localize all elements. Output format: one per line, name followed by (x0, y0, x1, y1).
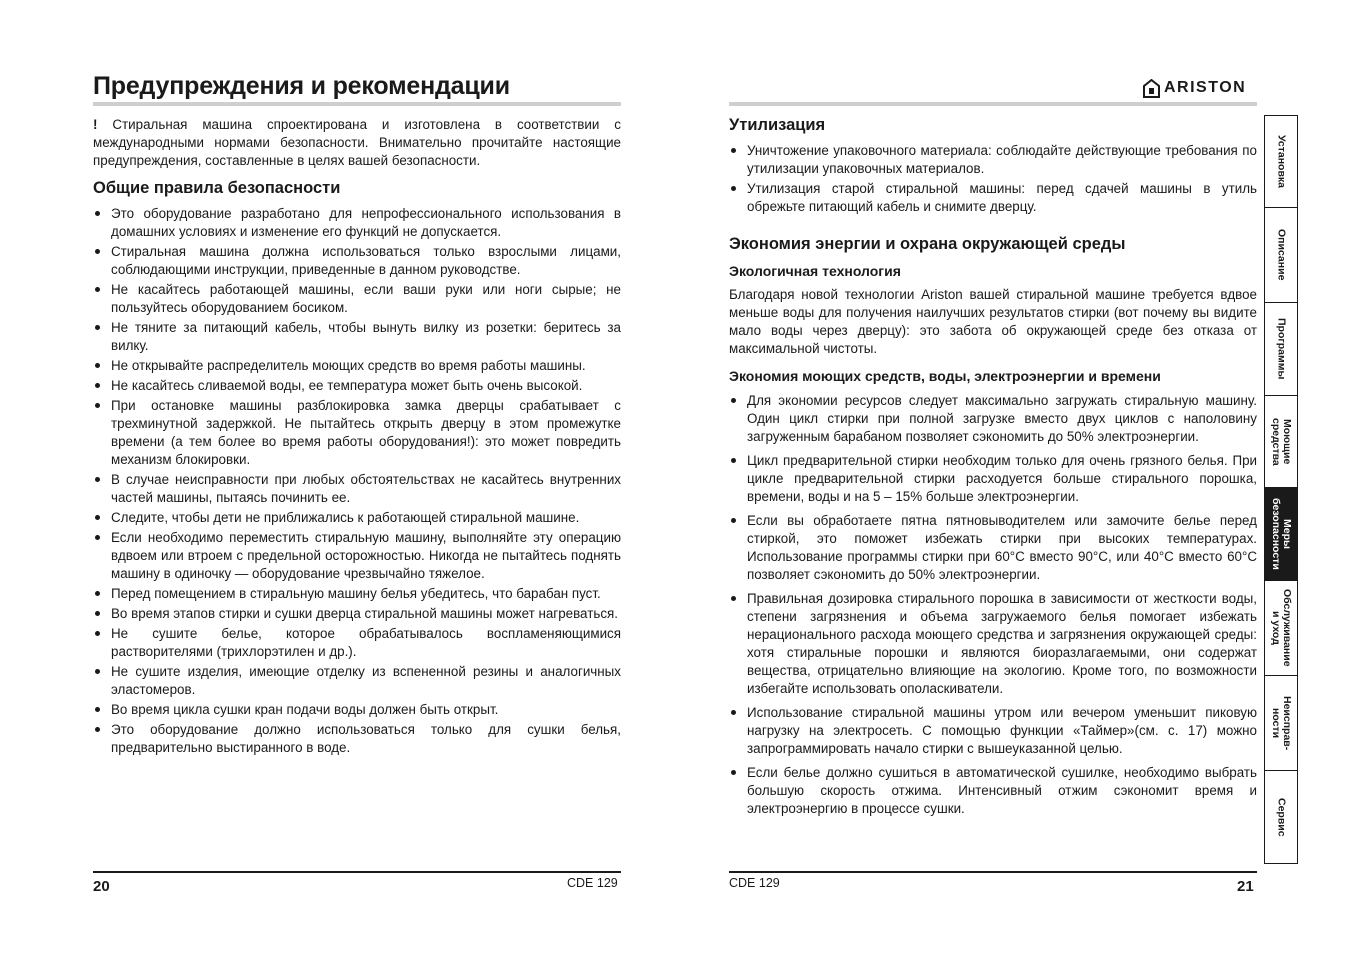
list-item: Следите, чтобы дети не приближались к работающей стиральной машине. (93, 509, 621, 527)
list-item: Правильная дозировка стирального порошка в зависимости от жесткости воды, степени загрязнения и объема загружаемого белья помогает избежать нерационального расхода моющего средства и загрязнения окружающей среды: хотя стиральные порошки и являются биоразлагаемыми, они содержат вещества, отрицательно влияющие на экологию. Кроме того, по возможности избегайте использовать ополаскиватели. (729, 590, 1257, 698)
house-logo-icon (1143, 79, 1160, 98)
list-item: Не сушите белье, которое обрабатывалось воспламеняющимися растворителями (трихлорэтилен и др.). (93, 625, 621, 661)
header-rule-right (729, 102, 1257, 106)
list-item: Во время этапов стирки и сушки дверца стиральной машины может нагреваться. (93, 605, 621, 623)
tab-4[interactable] (1265, 488, 1297, 581)
brand-name: ARISTON (1164, 79, 1247, 96)
list-item: При остановке машины разблокировка замка дверцы срабатывает с трехминутной задержкой. Не пытайтесь открыть дверцу в этом промежутке времени (а тем более во время работы оборудования!): это может повредить механизм блокировки. (93, 397, 621, 469)
list-item: Если необходимо переместить стиральную машину, выполняйте эту операцию вдвоем или втроем с предельной осторожностью. Никогда не пытайтесь поднять машину в одиночку — оборудование чрезвычайно тяжелое. (93, 529, 621, 583)
tab-label: Установка (1275, 135, 1288, 188)
tab-label: Меры безопасности (1270, 498, 1293, 570)
saving-heading: Экономия моющих средств, воды, электроэнергии и времени (729, 368, 1161, 384)
warning-mark: ! (93, 117, 98, 132)
tab-5[interactable] (1265, 581, 1297, 676)
disposal-list (729, 142, 1257, 218)
list-item: Если вы обработаете пятна пятновыводителем или замочите белье перед стиркой, это поможет избежать стирки при высоких температурах. Использование программы стирки при 60°C вместо 90°C, или 40°C вместо 60°C позволяет сэкономить до 50% электроэнергии. (729, 512, 1257, 584)
list-item: Не тяните за питающий кабель, чтобы вынуть вилку из розетки: беритесь за вилку. (93, 319, 621, 355)
page-number-right: 21 (1237, 878, 1254, 895)
saving-list (729, 392, 1257, 824)
list-item: Если белье должно сушиться в автоматической сушилке, необходимо выбрать большую скорость отжима. Интенсивный отжим сэкономит время и электроэнергию в процессе сушки. (729, 764, 1257, 818)
page-title: Предупреждения и рекомендации (93, 72, 510, 100)
list-item: Не сушите изделия, имеющие отделку из вспененной резины и аналогичных эластомеров. (93, 663, 621, 699)
list-item: Использование стиральной машины утром или вечером уменьшит пиковую нагрузку на электросеть. С помощью функции «Таймер»(см. с. 17) можно запрограммировать начало стирки с вышеуказанной целью. (729, 704, 1257, 758)
footer-rule-right (729, 871, 1257, 873)
eco-heading: Экологичная технология (729, 263, 901, 279)
list-item: Во время цикла сушки кран подачи воды должен быть открыт. (93, 701, 621, 719)
ariston-logo (1143, 78, 1246, 98)
tab-1[interactable] (1265, 208, 1297, 303)
tab-label: Неисправ- ности (1270, 695, 1293, 751)
tab-label: Сервис (1275, 797, 1288, 837)
list-item: Утилизация старой стиральной машины: перед сдачей машины в утиль обрежьте питающий кабель и снимите дверцу. (729, 180, 1257, 216)
list-item: Стиральная машина должна использоваться только взрослыми лицами, соблюдающими инструкции, приведенные в данном руководстве. (93, 243, 621, 279)
model-right: CDE 129 (729, 876, 780, 890)
section-tabs (1264, 115, 1298, 864)
list-item: Цикл предварительной стирки необходим только для очень грязного белья. При цикле предварительной стирки расходуется больше стирального порошка, времени, воды и на 5 – 15% больше электроэнергии. (729, 452, 1257, 506)
tab-6[interactable] (1265, 676, 1297, 771)
list-item: Уничтожение упаковочного материала: соблюдайте действующие требования по утилизации упаковочных материалов. (729, 142, 1257, 178)
tab-7[interactable] (1265, 771, 1297, 863)
disposal-heading: Утилизация (729, 116, 826, 134)
list-item: Для экономии ресурсов следует максимально загружать стиральную машину. Один цикл стирки при полной загрузке вместо двух циклов с наполовину загруженным барабаном позволяет сэкономить до 50% электроэнергии. (729, 392, 1257, 446)
page-number-left: 20 (93, 878, 110, 895)
tab-2[interactable] (1265, 303, 1297, 396)
tab-label: Моющие средства (1270, 417, 1293, 466)
list-item: Перед помещением в стиральную машину белья убедитесь, что барабан пуст. (93, 585, 621, 603)
list-item: Не открывайте распределитель моющих средств во время работы машины. (93, 357, 621, 375)
safety-list (93, 205, 621, 759)
tab-3[interactable] (1265, 396, 1297, 488)
intro-paragraph (93, 116, 621, 170)
tab-0[interactable] (1265, 116, 1297, 208)
footer-rule-left (93, 871, 621, 873)
model-left: CDE 129 (567, 876, 618, 890)
list-item: Это оборудование разработано для непрофессионального использования в домашних условиях и изменение его функций не допускается. (93, 205, 621, 241)
list-item: Не касайтесь работающей машины, если ваши руки или ноги сырые; не пользуйтесь оборудованием босиком. (93, 281, 621, 317)
list-item: Не касайтесь сливаемой воды, ее температура может быть очень высокой. (93, 377, 621, 395)
intro-text: Стиральная машина спроектирована и изготовлена в соответствии с международными нормами безопасности. Внимательно прочитайте настоящие предупреждения, составленные в целях вашей безопасности. (93, 117, 621, 168)
energy-heading: Экономия энергии и охрана окружающей среды (729, 235, 1126, 253)
safety-heading: Общие правила безопасности (93, 179, 341, 197)
eco-paragraph: Благодаря новой технологии Ariston вашей стиральной машине требуется вдвое меньше воды для получения наилучших результатов стирки (вот почему вы видите мало воды через дверцу): это забота об окружающей среде без отказа от максимальной чистоты. (729, 287, 1257, 356)
tab-label: Описание (1275, 229, 1288, 281)
list-item: Это оборудование должно использоваться только для сушки белья, предварительно выстиранного в воде. (93, 721, 621, 757)
tab-label: Обслуживание и уход (1270, 589, 1293, 667)
tab-label: Программы (1275, 318, 1288, 380)
list-item: В случае неисправности при любых обстоятельствах не касайтесь внутренних частей машины, пытаясь починить ее. (93, 471, 621, 507)
header-rule-left (93, 102, 621, 106)
